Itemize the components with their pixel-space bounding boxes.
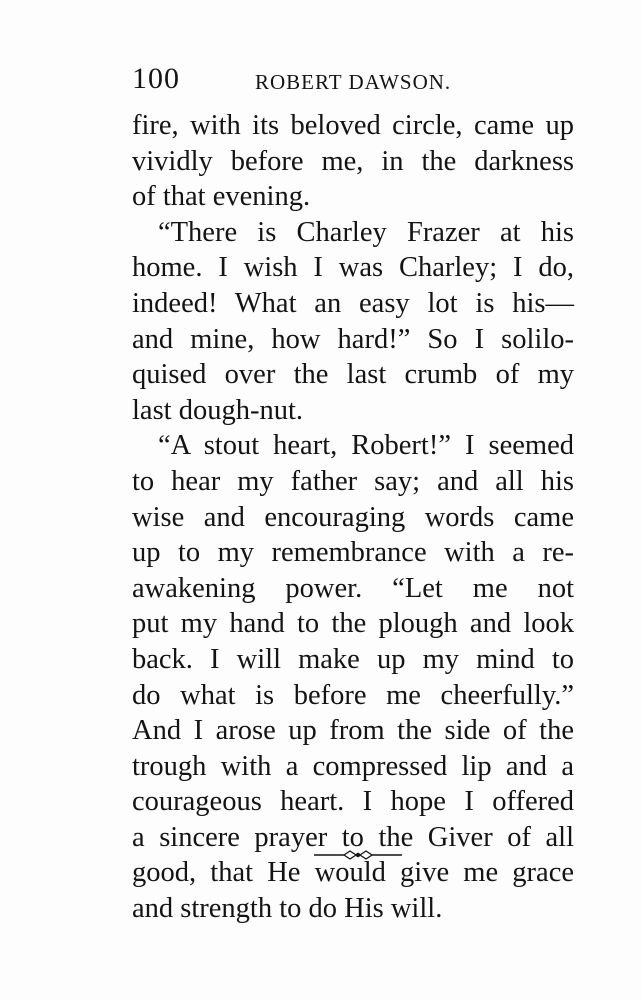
text-line: to hear my father say; and all his — [132, 465, 574, 497]
text-line: fire, with its beloved circle, came up — [132, 110, 574, 141]
text-line: vividly before me, in the darkness — [132, 145, 574, 177]
text-line: wise and encouraging words came — [132, 501, 574, 533]
text-line: good, that He would give me grace — [132, 857, 574, 889]
text-line: and mine, how hard!” So I solilo- — [132, 323, 574, 355]
text-line: “A stout heart, Robert!” I seemed — [158, 430, 574, 462]
text-line: courageous heart. I hope I offered — [132, 786, 574, 818]
text-line: up to my remembrance with a re- — [132, 537, 574, 569]
body-text — [132, 108, 574, 927]
text-line: quised over the last crumb of my — [132, 359, 574, 391]
tailpiece-ornament-icon — [314, 847, 402, 863]
page-number: 100 — [132, 62, 180, 95]
text-line: home. I wish I was Charley; I do, — [132, 252, 574, 284]
text-line: a sincere prayer to the Giver of all — [132, 821, 574, 853]
text-line: last dough-nut. — [132, 394, 303, 426]
text-line: And I arose up from the side of the — [132, 715, 574, 747]
text-line: and strength to do His will. — [132, 893, 443, 925]
text-line: “There is Charley Frazer at his — [158, 216, 574, 248]
text-line: do what is before me cheerfully.” — [132, 679, 574, 711]
text-line: indeed! What an easy lot is his— — [132, 287, 574, 319]
text-line: of that evening. — [132, 181, 311, 213]
text-line: put my hand to the plough and look — [132, 608, 574, 640]
text-line: back. I will make up my mind to — [132, 643, 574, 675]
text-line: awakening power. “Let me not — [132, 572, 574, 604]
text-line: trough with a compressed lip and a — [132, 750, 574, 782]
header-title: ROBERT DAWSON. — [255, 70, 452, 94]
running-head — [132, 62, 577, 102]
